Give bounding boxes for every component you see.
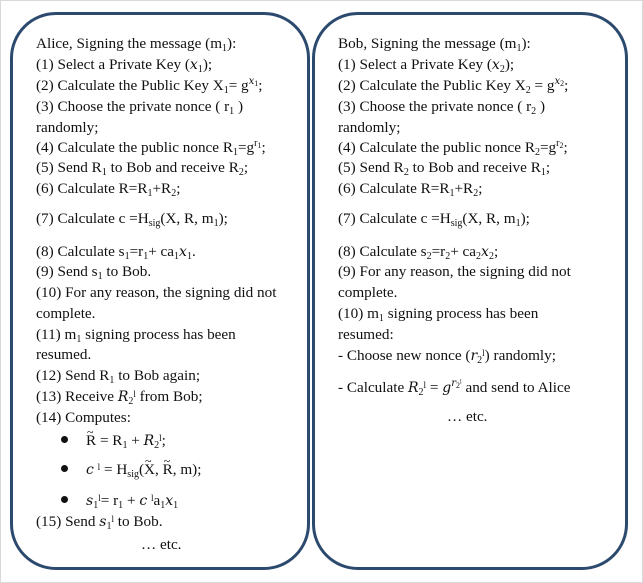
subscript: 1 [124,251,130,262]
text-run: , [155,461,163,478]
math-var: R [117,389,129,405]
subscript: 2 [426,251,432,262]
text-run: (10) m [338,305,379,322]
bob-step [338,347,556,365]
alice-bullet [61,461,201,479]
text-run: (2) Calculate the Public Key X [36,77,224,94]
bob-panel [312,12,628,570]
subscript: 2 [499,64,505,75]
subscript: 1 [122,440,128,451]
text-run: (4) Calculate the public nonce R [36,139,233,156]
subscript: 1 [378,313,384,324]
math-var: s [99,514,107,530]
text-run: to Bob. [102,263,152,280]
alice-step [36,388,203,406]
alice-step [36,77,263,95]
bob-step [338,56,514,74]
bob-etc [447,408,487,426]
bullet-icon [61,465,68,472]
text-run: ; [258,77,263,94]
text-run: +R [152,180,172,197]
bob-step [338,243,498,261]
subscript: sig [148,218,161,229]
subscript: 1 [174,251,180,262]
text-run: ) [536,98,546,115]
math-var: x [554,76,561,87]
alice-bullet [61,432,166,450]
bob-step [338,263,571,281]
text-run: r [556,138,560,149]
text-run: signing process has been [383,305,539,322]
subscript: 2 [559,141,564,150]
subscript: 2 [455,381,460,390]
superscript [554,76,564,87]
text-run: +R [454,180,474,197]
text-run: ; [176,180,181,197]
text-run: =r [431,243,446,260]
text-run: (6) Calculate R=R [36,180,148,197]
subscript: 1 [143,251,149,262]
math-var: x [491,57,500,73]
text-run: (6) Calculate R=R [338,180,450,197]
math-var: s [86,493,94,509]
math-var: c [86,462,94,478]
math-var: g [442,380,452,396]
text-run: (8) Calculate s [36,243,125,260]
text-run: ); [218,210,228,227]
subscript: 1 [147,188,153,199]
tilde-symbol: ~ R [86,432,96,450]
text-run: ; [564,77,569,94]
bob-step [338,98,545,116]
text-run: (10) For any reason, the signing did not [36,284,277,301]
text-run: ; [243,159,249,176]
alice-step [36,210,228,228]
text-run: ): [227,35,237,52]
subscript: 2 [403,167,409,178]
math-var: x [189,57,198,73]
text-run: (7) Calculate c =H [36,210,149,227]
subscript: 2 [418,387,424,398]
text-run: + [123,492,140,509]
text-run: resumed. [36,346,92,363]
math-var: x [165,493,174,509]
subscript: 1 [97,271,103,282]
text-run: (9) For any reason, the signing did not [338,263,571,280]
text-run: ) [234,98,244,115]
text-run: . [191,243,196,260]
bob-step [338,284,397,302]
prime-mark: ˡ [459,378,462,389]
superscript [249,76,259,87]
subscript: 1 [101,167,107,178]
text-run: … etc. [141,536,182,553]
text-run: ˡ = [423,379,443,396]
text-run: Alice, Signing the message (m [36,35,223,52]
text-run: randomly; [338,119,401,136]
subscript: 1 [449,188,455,199]
subscript: 2 [238,167,244,178]
subscript: 1 [515,218,521,229]
subscript: 2 [534,147,540,158]
text-run: ; [261,139,266,156]
bob-step [338,159,550,177]
text-run: ; [563,139,568,156]
text-run: (11) m [36,326,77,343]
text-run: = g [228,77,249,94]
subscript: 2 [531,106,537,117]
alice-step [36,243,196,261]
subscript: 1 [173,500,179,511]
text-run: ); [520,210,530,227]
alice-step [36,180,180,198]
text-run: (15) Send [36,513,100,530]
math-var: r [470,348,478,364]
text-run: ˡ = H [93,461,128,478]
text-run: ); [202,56,213,73]
subscript: 1 [257,141,262,150]
subscript: 1 [93,500,99,511]
math-var: x [248,76,255,87]
text-run: ; [478,180,483,197]
text-run: to Bob and receive R [106,159,239,176]
text-run: ; [545,159,551,176]
subscript: 1 [106,521,112,532]
text-run: = R [96,432,123,449]
text-run: ( [138,461,145,478]
math-var: r [451,378,456,389]
subscript: 1 [229,106,235,117]
alice-step [36,98,243,116]
text-run: ˡ; [159,432,166,449]
text-run: (8) Calculate s [338,243,427,260]
subscript: 1 [540,167,546,178]
subscript: 2 [477,355,483,366]
alice-panel [10,12,310,570]
subscript: 2 [445,251,451,262]
subscript: sig [450,218,463,229]
text-run: and send to Alice [461,379,571,396]
alice-step [36,159,248,177]
bob-step [338,326,394,344]
bob-title [338,35,531,53]
text-run: to Bob again; [114,367,201,384]
subscript: 1 [213,218,219,229]
subscript: 1 [197,64,203,75]
subscript: 2 [473,188,479,199]
subscript: 1 [186,251,192,262]
subscript: 1 [76,334,82,345]
alice-bullet [61,492,178,510]
text-run: Bob, Signing the message (m [338,35,517,52]
text-run: (X, R, m [462,210,516,227]
text-run: + ca [148,243,175,260]
text-run: - Calculate [338,379,408,396]
text-run: (13) Receive [36,388,118,405]
alice-step [36,326,236,344]
text-run: =r [129,243,144,260]
text-run: (X, R, m [160,210,214,227]
math-var: R [143,433,155,449]
superscript [451,378,461,389]
text-run: resumed: [338,326,394,343]
subscript: 2 [171,188,177,199]
alice-etc [141,536,181,554]
subscript: 1 [254,79,259,88]
alice-step [36,367,200,385]
bob-step [338,180,482,198]
subscript: sig [127,469,139,480]
alice-step [36,284,276,302]
text-run: complete. [338,284,398,301]
text-run: r [254,138,258,149]
subscript: 1 [222,43,228,54]
bob-step [338,210,530,228]
subscript: 2 [476,251,482,262]
math-var: x [179,244,187,260]
text-run: =g [237,139,255,156]
bob-step [338,379,570,397]
bob-step [338,77,568,95]
subscript: 2 [154,440,160,451]
math-var: c [139,493,148,509]
text-run: (5) Send R [36,159,102,176]
bob-step [338,119,400,137]
alice-step [36,119,98,137]
text-run: (9) Send s [36,263,98,280]
text-run: (14) Computes: [36,409,131,426]
text-run: (1) Select a Private Key ( [36,56,190,73]
text-run: ˡ= r [98,492,119,509]
subscript: 1 [160,500,166,511]
math-var: x [481,244,489,260]
bob-step [338,139,568,157]
alice-step [36,346,91,364]
text-run: + [127,432,144,449]
text-run: ); [504,56,515,73]
tilde-symbol: ~ X [144,461,155,479]
subscript: 1 [516,43,522,54]
text-run: to Bob and receive R [408,159,541,176]
text-run: (7) Calculate c =H [338,210,451,227]
text-run: ; [493,243,499,260]
text-run: randomly; [36,119,99,136]
alice-step [36,139,266,157]
alice-step [36,305,95,323]
text-run: ˡa [147,492,161,509]
text-run: (5) Send R [338,159,404,176]
text-run: ): [521,35,531,52]
subscript: 2 [560,79,565,88]
text-run: + ca [450,243,477,260]
text-run: … etc. [447,408,488,425]
text-run: (12) Send R [36,367,110,384]
bob-step [338,305,538,323]
text-run: =g [539,139,557,156]
subscript: 1 [232,147,238,158]
text-run: (3) Choose the private nonce ( r [36,98,230,115]
subscript: 1 [109,375,115,386]
text-run: - Choose new nonce ( [338,347,471,364]
alice-step [36,56,212,74]
alice-title [36,35,236,53]
alice-step [36,513,163,531]
text-run: signing process has been [81,326,236,343]
subscript: 2 [128,396,134,407]
text-run: complete. [36,305,96,322]
text-run: ˡ from Bob; [133,388,203,405]
text-run: (2) Calculate the Public Key X [338,77,526,94]
text-run: ˡ to Bob. [111,513,163,530]
subscript: 1 [118,500,124,511]
subscript: 2 [525,85,531,96]
text-run: (4) Calculate the public nonce R [338,139,535,156]
subscript: 2 [488,251,494,262]
text-run: = g [530,77,555,94]
subscript: 1 [223,85,229,96]
text-run: (3) Choose the private nonce ( r [338,98,532,115]
alice-step [36,409,131,427]
text-run: ˡ) randomly; [482,347,556,364]
text-run: (1) Select a Private Key ( [338,56,492,73]
math-var: R [408,380,419,396]
bullet-icon [61,436,68,443]
bullet-icon [61,496,68,503]
tilde-symbol: ~ R [163,461,173,479]
text-run: , m); [172,461,202,478]
alice-step [36,263,151,281]
